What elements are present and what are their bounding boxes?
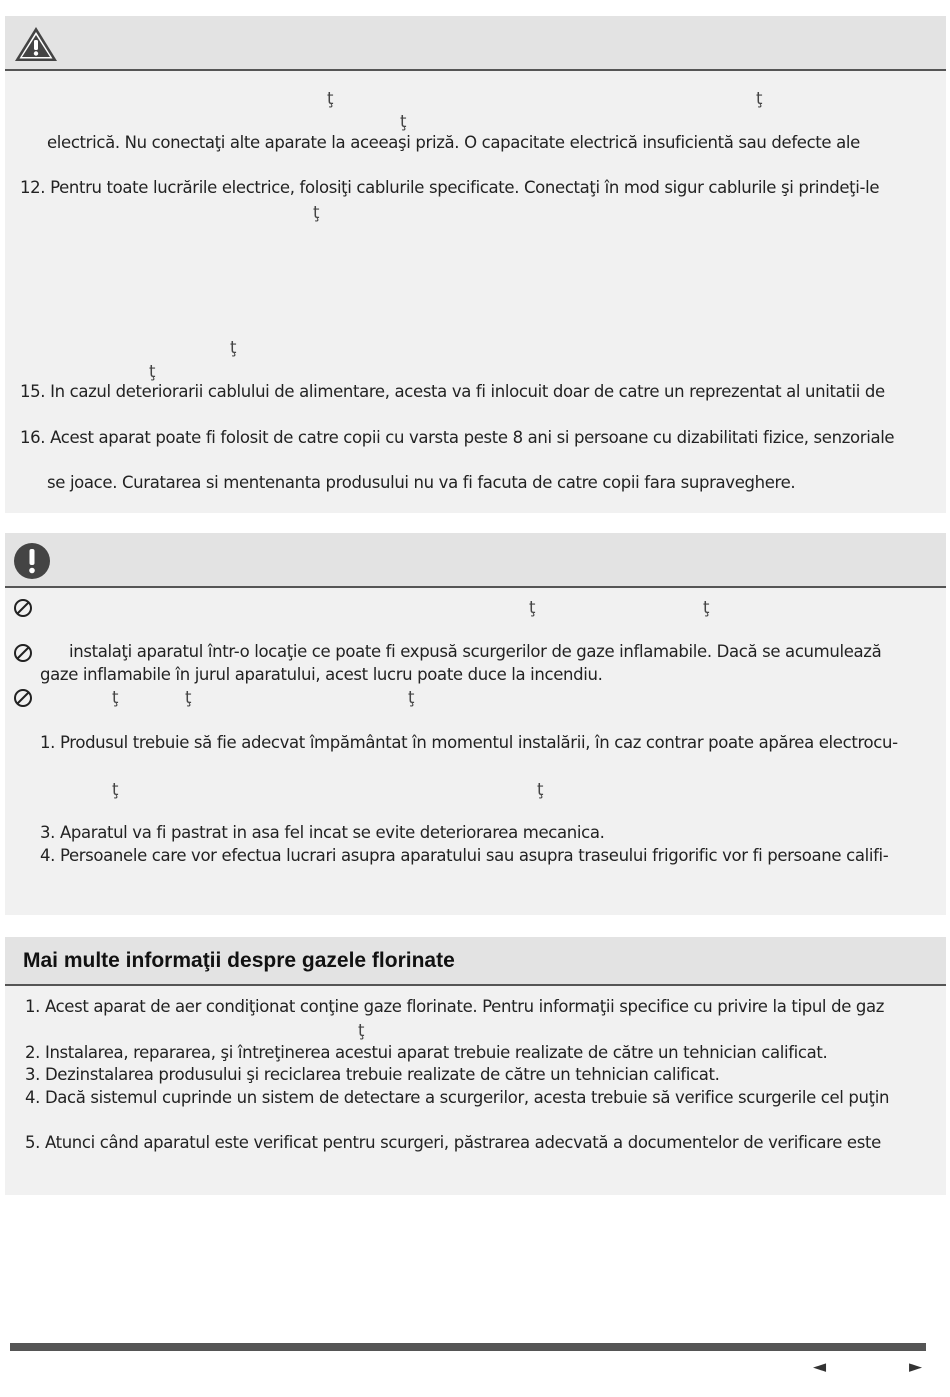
caution-line: 3. Aparatul va fi pastrat in asa fel incat se evite deteriorarea mecanica. xyxy=(40,823,605,842)
prohibition-icon xyxy=(13,598,33,618)
stray-mark: ţ xyxy=(149,362,156,381)
warning-line: 15. In cazul deteriorarii cablului de alimentare, acesta va fi inlocuit doar de catre un reprezentat al unitatii de xyxy=(20,382,885,401)
stray-mark: ţ xyxy=(400,112,407,131)
caution-line: 1. Produsul trebuie să fie adecvat împământat în momentul instalării, în caz contrar poate apărea electrocu- xyxy=(40,733,898,752)
fgas-line: 4. Dacă sistemul cuprinde un sistem de detectare a scurgerilor, acesta trebuie să verifice scurgerile cel puţin xyxy=(25,1088,890,1107)
caution-line: gaze inflamabile în jurul aparatului, acest lucru poate duce la incendiu. xyxy=(40,665,603,684)
fgas-line: 3. Dezinstalarea produsului şi reciclarea trebuie realizate de către un tehnician calificat. xyxy=(25,1065,720,1084)
stray-mark: ţ xyxy=(703,598,710,617)
previous-page-arrow-icon[interactable]: ◄ xyxy=(813,1357,827,1377)
fgas-header xyxy=(5,937,946,986)
warning-line: electrică. Nu conectaţi alte aparate la aceeaşi priză. O capacitate electrică insuficientă sau defecte ale xyxy=(47,133,860,152)
caution-header xyxy=(5,533,946,588)
caution-line: 4. Persoanele care vor efectua lucrari asupra aparatului sau asupra traseului frigorific vor fi persoane califi- xyxy=(40,846,889,865)
stray-mark: ţ xyxy=(327,89,334,108)
stray-mark: ţ xyxy=(185,688,192,707)
caution-line: instalaţi aparatul într-o locaţie ce poate fi expusă scurgerilor de gaze inflamabile. Dacă se acumulează xyxy=(69,642,882,661)
fgas-line: 5. Atunci când aparatul este verificat pentru scurgeri, păstrarea adecvată a documentelor de verificare este xyxy=(25,1133,881,1152)
warning-section xyxy=(5,16,946,513)
stray-mark: ţ xyxy=(408,688,415,707)
footer-divider xyxy=(10,1343,926,1351)
warning-triangle-icon xyxy=(13,25,59,63)
warning-header xyxy=(5,16,946,71)
warning-line: se joace. Curatarea si mentenanta produsului nu va fi facuta de catre copii fara supraveghere. xyxy=(47,473,796,492)
stray-mark: ţ xyxy=(230,338,237,357)
fgas-line: 1. Acest aparat de aer condiţionat conţine gaze florinate. Pentru informaţii specifice cu privire la tipul de gaz xyxy=(25,997,885,1016)
stray-mark: ţ xyxy=(756,89,763,108)
fgas-section xyxy=(5,937,946,1195)
exclamation-circle-icon xyxy=(13,542,51,580)
stray-mark: ţ xyxy=(112,780,119,799)
caution-section xyxy=(5,533,946,915)
stray-mark: ţ xyxy=(529,598,536,617)
section-title: Mai multe informaţii despre gazele florinate xyxy=(23,949,455,972)
warning-line: 12. Pentru toate lucrările electrice, folosiţi cablurile specificate. Conectaţi în mod sigur cablurile şi prindeţi-le xyxy=(20,178,880,197)
stray-mark: ţ xyxy=(537,780,544,799)
prohibition-icon xyxy=(13,688,33,708)
warning-line: 16. Acest aparat poate fi folosit de catre copii cu varsta peste 8 ani si persoane cu dizabilitati fizice, senzoriale xyxy=(20,428,895,447)
next-page-arrow-icon[interactable]: ► xyxy=(909,1357,923,1377)
stray-mark: ţ xyxy=(112,688,119,707)
fgas-line: 2. Instalarea, repararea, şi întreţinerea acestui aparat trebuie realizate de către un tehnician calificat. xyxy=(25,1043,828,1062)
prohibition-icon xyxy=(13,643,33,663)
stray-mark: ţ xyxy=(313,203,320,222)
stray-mark: ţ xyxy=(358,1021,365,1040)
